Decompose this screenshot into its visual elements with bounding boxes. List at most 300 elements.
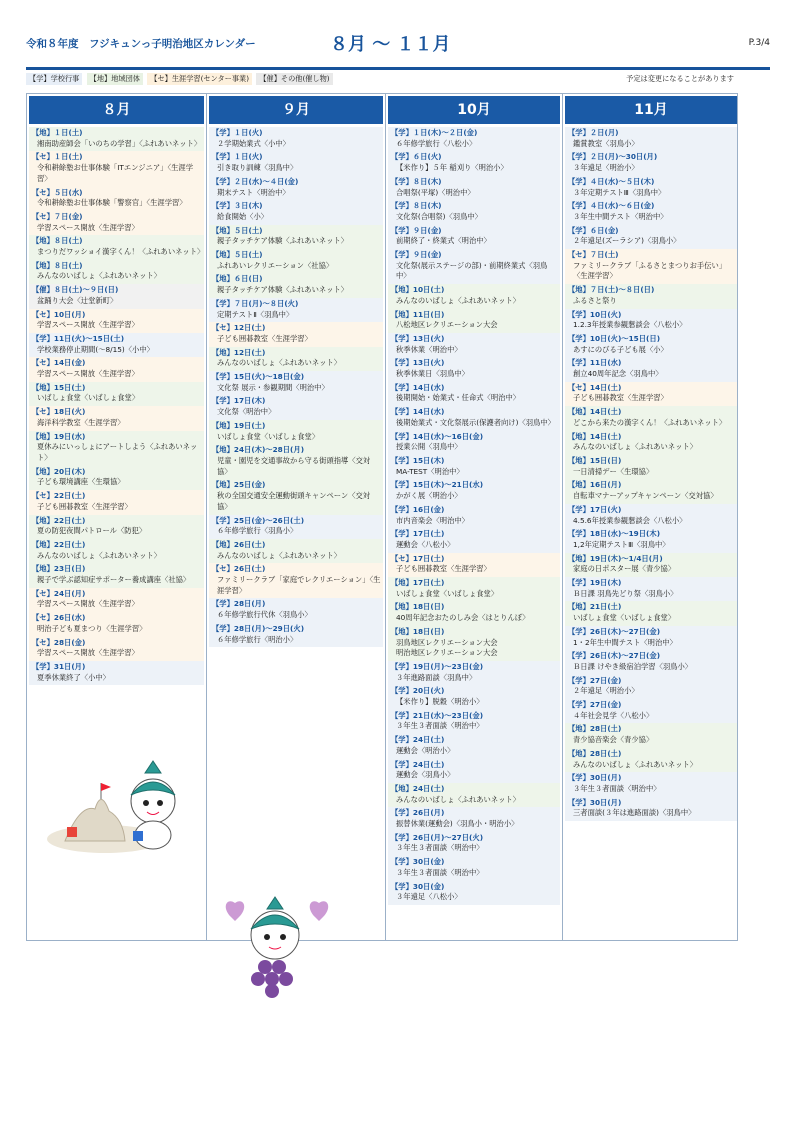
event-date: 【学】27日(金) <box>568 675 622 685</box>
month-header: ９月 <box>209 96 383 124</box>
calendar-event <box>388 710 560 734</box>
calendar-event <box>29 637 204 661</box>
event-description: MA-TEST〈明治中〉 <box>396 466 464 476</box>
event-description: 秋の全国交通安全運動街頭キャンペーン〈交対協〉 <box>217 491 371 511</box>
event-date: 【セ】10日(月) <box>32 309 86 319</box>
event-description: 授業公開〈羽鳥中〉 <box>396 442 462 452</box>
event-date: 【地】10日(土) <box>391 285 445 295</box>
event-date: 【学】１日(木)～２日(金) <box>391 128 478 137</box>
event-description: ６年修学旅行〈明治小〉 <box>217 634 298 644</box>
calendar-event <box>29 466 204 490</box>
event-date: 【学】11日(水) <box>568 358 622 368</box>
calendar-event <box>565 406 737 430</box>
event-description: 後期始業式・文化祭展示(保護者向け)〈羽鳥中〉 <box>396 417 555 427</box>
event-date: 【学】26日(月) <box>391 808 445 818</box>
event-date: 【地】18日(日) <box>391 602 445 612</box>
event-description: 親子タッチケア体験〈ふれあいネット〉 <box>217 236 349 246</box>
event-list <box>209 127 383 647</box>
event-date: 【学】６日(金) <box>568 225 619 235</box>
event-date: 【学】26日(木)～27日(金) <box>568 626 661 636</box>
event-description: 子ども囲碁教室〈生涯学習〉 <box>573 393 668 403</box>
calendar-event <box>565 382 737 406</box>
event-description: 学習スペース開放〈生涯学習〉 <box>37 648 139 658</box>
event-date: 【地】17日(土) <box>391 578 445 588</box>
event-date: 【学】25日(金)～26日(土) <box>212 515 305 525</box>
event-date: 【学】30日(月) <box>568 773 622 783</box>
change-note: 予定は変更になることがあります <box>626 74 734 83</box>
event-description: 【米作り】脱穀〈明治小〉 <box>396 697 484 707</box>
header-rule <box>26 67 770 70</box>
event-description: 盆踊り大会〈辻堂新町〉 <box>37 295 118 305</box>
event-description: みんなのいばしょ〈ふれあいネット〉 <box>573 442 698 452</box>
event-date: 【セ】12日(土) <box>212 323 266 333</box>
event-date: 【学】14日(水) <box>391 407 445 417</box>
event-description: 三者面談(３年は進路面談)〈羽鳥中〉 <box>573 808 696 818</box>
calendar-event <box>565 504 737 528</box>
event-description: 親子で学ぶ認知症サポーター養成講座〈社協〉 <box>37 575 191 585</box>
event-date: 【学】８日(木) <box>391 176 442 186</box>
event-date: 【地】28日(土) <box>568 724 622 734</box>
column-november <box>562 94 739 940</box>
mascot-grapes-illustration <box>217 891 337 1003</box>
calendar-event <box>388 504 560 528</box>
calendar-event <box>388 225 560 249</box>
event-date: 【学】４日(水)～５日(木) <box>568 176 655 186</box>
event-date: 【セ】14日(金) <box>32 358 86 368</box>
event-description: 運動会〈明治小〉 <box>396 745 455 755</box>
event-date: 【学】３日(木) <box>212 201 263 211</box>
event-description: ３年遠足〈八松小〉 <box>396 892 462 902</box>
calendar-event <box>209 598 383 622</box>
calendar-event <box>565 225 737 249</box>
event-date: 【学】20日(火) <box>391 686 445 696</box>
event-description: ６年修学旅行〈八松小〉 <box>396 138 477 148</box>
event-date: 【地】24日(木)～28日(月) <box>212 445 305 455</box>
event-date: 【学】13日(火) <box>391 358 445 368</box>
event-date: 【地】21日(土) <box>568 602 622 612</box>
event-description: ２年遠足(ズーラシア)〈羽鳥小〉 <box>573 236 681 246</box>
calendar-event <box>29 284 204 308</box>
calendar-event <box>388 455 560 479</box>
event-date: 【学】13日(火) <box>391 333 445 343</box>
event-description: 文化祭(合唱祭)〈羽鳥中〉 <box>396 211 482 221</box>
event-date: 【学】19日(木) <box>568 578 622 588</box>
event-description: 合唱祭(平塚)〈明治中〉 <box>396 187 475 197</box>
event-description: 文化祭 展示・参観期間〈明治中〉 <box>217 382 329 392</box>
calendar-event <box>565 284 737 308</box>
event-date: 【地】５日(土) <box>212 250 263 260</box>
month-header: 10月 <box>388 96 560 124</box>
event-description: みんなのいばしょ〈ふれあいネット〉 <box>37 550 162 560</box>
legend-community: 【地】地域団体 <box>87 73 143 85</box>
calendar-event <box>209 322 383 346</box>
event-description: 秋季休業〈明治中〉 <box>396 344 462 354</box>
event-date: 【学】４日(水)～６日(金) <box>568 201 655 211</box>
calendar-event <box>209 623 383 647</box>
calendar-event <box>209 479 383 514</box>
event-description: 学習スペース開放〈生涯学習〉 <box>37 320 139 330</box>
calendar-event <box>565 249 737 284</box>
event-date: 【地】８日(土) <box>32 260 83 270</box>
event-description: 定期テストⅡ〈羽鳥中〉 <box>217 309 294 319</box>
calendar-event <box>29 588 204 612</box>
calendar-event <box>565 309 737 333</box>
event-description: 学習スペース開放〈生涯学習〉 <box>37 222 139 232</box>
month-header: 11月 <box>565 96 737 124</box>
event-date: 【セ】18日(火) <box>32 407 86 417</box>
calendar-event <box>29 539 204 563</box>
legend-other: 【催】その他(催し物) <box>256 73 332 85</box>
event-date: 【学】27日(金) <box>568 700 622 710</box>
calendar-event <box>565 200 737 224</box>
calendar-event <box>209 298 383 322</box>
calendar-event <box>388 881 560 905</box>
event-description: 40周年記念おたのしみ会〈はとりんぼ〉 <box>396 613 530 623</box>
event-date: 【地】８日(土) <box>32 236 83 246</box>
event-date: 【学】15日(木)～21日(水) <box>391 480 484 490</box>
column-september <box>206 94 385 940</box>
event-description: 【米作り】５年 稲刈り〈明治小〉 <box>396 163 508 173</box>
event-date: 【学】７日(月)～８日(火) <box>212 298 299 308</box>
event-date: 【学】９日(金) <box>391 225 442 235</box>
event-date: 【学】１日(火) <box>212 152 263 162</box>
calendar-event <box>209 249 383 273</box>
event-date: 【セ】26日(水) <box>32 613 86 623</box>
event-date: 【セ】１日(土) <box>32 152 83 162</box>
calendar-event <box>209 225 383 249</box>
calendar-event <box>209 563 383 598</box>
calendar-event <box>209 176 383 200</box>
calendar-event <box>565 797 737 821</box>
calendar-event <box>29 661 204 685</box>
event-date: 【セ】７日(金) <box>32 211 83 221</box>
event-date: 【学】24日(土) <box>391 759 445 769</box>
event-description: みんなのいばしょ〈ふれあいネット〉 <box>37 271 162 281</box>
event-description: かがく展〈明治小〉 <box>396 491 462 501</box>
event-description: ４年社会見学〈八松小〉 <box>573 710 654 720</box>
event-description: 児童・園児を交通事故から守る街頭指導〈交対協〉 <box>217 455 371 476</box>
event-date: 【学】15日(火)～18日(金) <box>212 372 305 382</box>
calendar-event <box>565 601 737 625</box>
calendar-event <box>388 601 560 625</box>
event-date: 【学】26日(月)～27日(火) <box>391 832 484 842</box>
event-description: ３年進路面談〈羽鳥中〉 <box>396 672 477 682</box>
event-date: 【セ】26日(土) <box>212 564 266 574</box>
event-description: 青少協音楽会〈青少協〉 <box>573 735 654 745</box>
calendar-event <box>388 176 560 200</box>
event-description: みんなのいばしょ〈ふれあいネット〉 <box>217 550 342 560</box>
calendar-event <box>29 612 204 636</box>
event-description: ６年修学旅行代休〈羽鳥小〉 <box>217 610 312 620</box>
event-description: 自転車マナーアップキャンペーン〈交対協〉 <box>573 491 718 501</box>
event-date: 【学】18日(水)～19日(木) <box>568 529 661 539</box>
event-description: 子ども囲碁教室〈生涯学習〉 <box>37 501 132 511</box>
event-date: 【地】15日(日) <box>568 455 622 465</box>
calendar-event <box>209 444 383 479</box>
event-description: 海洋科学教室〈生涯学習〉 <box>37 417 125 427</box>
event-date: 【学】２日(水)～４日(金) <box>212 176 299 186</box>
event-description: ３年生３者面談〈明治中〉 <box>573 783 661 793</box>
event-description: 一日清掃デー〈生環協〉 <box>573 466 654 476</box>
month-header: ８月 <box>29 96 204 124</box>
event-date: 【セ】22日(土) <box>32 491 86 501</box>
event-description: みんなのいばしょ〈ふれあいネット〉 <box>396 295 521 305</box>
event-date: 【学】16日(金) <box>391 504 445 514</box>
event-description: 創立40周年記念〈羽鳥中〉 <box>573 369 663 379</box>
event-date: 【学】10日(火) <box>568 309 622 319</box>
event-date: 【地】24日(土) <box>391 783 445 793</box>
event-description: ３年遠足〈明治小〉 <box>573 163 639 173</box>
calendar-event <box>209 347 383 371</box>
event-date: 【催】８日(土)～９日(日) <box>32 285 119 295</box>
calendar-event <box>388 382 560 406</box>
event-date: 【セ】24日(月) <box>32 588 86 598</box>
calendar-event <box>29 382 204 406</box>
event-list <box>565 127 737 821</box>
calendar-event <box>565 650 737 674</box>
event-date: 【地】５日(土) <box>212 225 263 235</box>
calendar-event <box>565 127 737 151</box>
event-description: 湘南助産師会「いのちの学習」〈ふれあいネット〉 <box>37 138 202 148</box>
event-description: 期末テスト〈明治中〉 <box>217 187 290 197</box>
calendar-event <box>29 431 204 466</box>
event-date: 【学】17日(木) <box>212 396 266 406</box>
calendar-event <box>29 187 204 211</box>
event-description: 文化祭〈明治中〉 <box>217 407 276 417</box>
event-description: 子ども囲碁教室〈生涯学習〉 <box>217 333 312 343</box>
event-description: ２学期始業式〈小中〉 <box>217 138 290 148</box>
legend-school: 【学】学校行事 <box>26 73 82 85</box>
event-date: 【地】16日(月) <box>568 480 622 490</box>
event-date: 【地】22日(土) <box>32 539 86 549</box>
event-list <box>388 127 560 905</box>
event-description: 夏季休業終了〈小中〉 <box>37 672 110 682</box>
event-date: 【学】30日(月) <box>568 797 622 807</box>
event-date: 【地】19日(水) <box>32 431 86 441</box>
calendar-event <box>29 357 204 381</box>
event-date: 【学】17日(土) <box>391 529 445 539</box>
event-date: 【学】14日(水) <box>391 382 445 392</box>
event-description: ２年遠足〈明治小〉 <box>573 686 639 696</box>
column-october <box>385 94 562 940</box>
event-description: ファミリークラブ「ふるさとまつりお手伝い」〈生涯学習〉 <box>573 260 727 281</box>
calendar-event <box>388 200 560 224</box>
event-description: 家庭の日ポスター展〈青少協〉 <box>573 564 676 574</box>
event-description: 親子タッチケア体験〈ふれあいネット〉 <box>217 285 349 295</box>
calendar-event <box>565 699 737 723</box>
event-description: 令和耕餘塾お仕事体験「ITエンジニア」〈生涯学習〉 <box>37 163 194 183</box>
event-date: 【学】28日(月) <box>212 599 266 609</box>
event-description: 学校業務停止期間(～8/15)〈小中〉 <box>37 344 154 354</box>
calendar-event <box>388 309 560 333</box>
calendar-event <box>565 357 737 381</box>
mascot-sandcastle-illustration <box>45 749 185 859</box>
event-description: 1.2.3年授業参観懇談会〈八松小〉 <box>573 320 687 330</box>
calendar-event <box>565 748 737 772</box>
event-date: 【地】15日(土) <box>32 382 86 392</box>
event-date: 【学】28日(月)～29日(火) <box>212 623 305 633</box>
calendar-event <box>29 127 204 151</box>
event-description: みんなのいばしょ〈ふれあいネット〉 <box>396 794 521 804</box>
calendar-event <box>388 856 560 880</box>
calendar-event <box>388 807 560 831</box>
calendar-event <box>565 431 737 455</box>
event-date: 【地】７日(土)～８日(日) <box>568 285 655 295</box>
event-description: ふれあいレクリエーション〈社協〉 <box>217 260 334 270</box>
calendar-event <box>565 577 737 601</box>
calendar-event <box>388 357 560 381</box>
calendar-event <box>565 553 737 577</box>
page-number: P.3/4 <box>748 38 770 48</box>
calendar-event <box>388 333 560 357</box>
event-date: 【セ】17日(土) <box>391 553 445 563</box>
event-date: 【地】28日(土) <box>568 748 622 758</box>
event-date: 【学】15日(木) <box>391 455 445 465</box>
event-date: 【地】19日(木)～1/4日(月) <box>568 553 663 563</box>
calendar-event <box>209 151 383 175</box>
event-date: 【地】19日(土) <box>212 420 266 430</box>
event-description: ３年生３者面談〈明治中〉 <box>396 867 484 877</box>
calendar-event <box>388 479 560 503</box>
calendar-event <box>388 284 560 308</box>
event-description: 文化祭(展示ステージの部)・前期終業式〈羽鳥中〉 <box>396 260 548 281</box>
event-description: 鑑賞教室〈羽鳥小〉 <box>573 138 639 148</box>
event-description: 4.5.6年授業参観懇談会〈八松小〉 <box>573 515 687 525</box>
calendar-event <box>565 675 737 699</box>
calendar-event <box>388 528 560 552</box>
event-description: 明治子ども夏まつり〈生涯学習〉 <box>37 623 147 633</box>
calendar-event <box>29 515 204 539</box>
calendar-table <box>26 93 738 941</box>
calendar-event <box>209 371 383 395</box>
event-description: Ｂ日課 羽鳥先どり祭〈羽鳥小〉 <box>573 588 678 598</box>
event-description: 後期開始・始業式・任命式〈明治中〉 <box>396 393 521 403</box>
page-title: 令和８年度 フジキュンっ子明治地区カレンダー <box>26 38 256 50</box>
event-description: 給食開始〈小〉 <box>217 211 269 221</box>
calendar-event <box>388 249 560 284</box>
event-date: 【地】１日(土) <box>32 128 83 137</box>
calendar-event <box>388 577 560 601</box>
calendar-event <box>388 406 560 430</box>
event-description: いばしょ食堂〈いばしょ食堂〉 <box>396 588 499 598</box>
calendar-event <box>29 235 204 259</box>
event-date: 【学】２日(月) <box>568 128 619 137</box>
event-date: 【地】14日(土) <box>568 431 622 441</box>
event-description: 夏休みにいっしょにアートしよう〈ふれあいネット〉 <box>37 442 198 462</box>
calendar-event <box>388 734 560 758</box>
page-header <box>26 30 770 60</box>
calendar-event <box>209 127 383 151</box>
event-description: ３年生３者面談〈明治中〉 <box>396 721 484 731</box>
event-date: 【地】23日(日) <box>32 564 86 574</box>
calendar-event <box>29 260 204 284</box>
event-date: 【地】11日(日) <box>391 309 445 319</box>
calendar-event <box>209 539 383 563</box>
calendar-event <box>388 783 560 807</box>
event-description: 秋季休業日〈羽鳥中〉 <box>396 369 469 379</box>
event-date: 【地】18日(日) <box>391 626 445 636</box>
event-description: 1,2年定期テストⅢ〈羽鳥中〉 <box>573 539 670 549</box>
event-date: 【学】14日(水)～16日(金) <box>391 431 484 441</box>
calendar-event <box>29 333 204 357</box>
event-description: みんなのいばしょ〈ふれあいネット〉 <box>573 759 698 769</box>
event-date: 【学】10日(火)～15日(日) <box>568 333 661 343</box>
event-description: ３年生３者面談〈明治中〉 <box>396 843 484 853</box>
calendar-event <box>209 420 383 444</box>
event-description: 子ども囲碁教室〈生涯学習〉 <box>396 564 491 574</box>
legend <box>26 73 770 87</box>
event-date: 【セ】７日(土) <box>568 250 619 260</box>
legend-lifelong: 【セ】生涯学習(センター事業) <box>147 73 252 85</box>
calendar-event <box>565 772 737 796</box>
event-description: みんなのいばしょ〈ふれあいネット〉 <box>217 358 342 368</box>
event-date: 【地】14日(土) <box>568 407 622 417</box>
event-date: 【地】22日(土) <box>32 515 86 525</box>
calendar-event <box>209 273 383 297</box>
event-date: 【地】12日(土) <box>212 347 266 357</box>
calendar-event <box>388 127 560 151</box>
calendar-event <box>388 759 560 783</box>
event-date: 【学】26日(木)～27日(金) <box>568 651 661 661</box>
event-date: 【学】30日(金) <box>391 881 445 891</box>
calendar-event <box>29 406 204 430</box>
calendar-event <box>565 528 737 552</box>
event-description: 引き取り訓練〈羽鳥中〉 <box>217 163 298 173</box>
calendar-event <box>565 176 737 200</box>
event-description: いばしょ食堂〈いばしょ食堂〉 <box>217 431 320 441</box>
event-date: 【学】９日(金) <box>391 250 442 260</box>
event-date: 【地】６日(日) <box>212 274 263 284</box>
event-date: 【学】６日(火) <box>391 152 442 162</box>
calendar-event <box>388 685 560 709</box>
event-date: 【学】２日(月)～30日(月) <box>568 152 658 162</box>
event-description: あすにのびる子ども展〈小〉 <box>573 344 668 354</box>
event-date: 【学】１日(火) <box>212 128 263 137</box>
event-description: ３年生中間テスト〈明治中〉 <box>573 211 668 221</box>
event-date: 【学】11日(火)～15日(土) <box>32 333 125 343</box>
calendar-event <box>209 395 383 419</box>
event-date: 【学】30日(金) <box>391 857 445 867</box>
event-list <box>29 127 204 685</box>
month-range: ８月 〜 １１月 <box>330 34 451 55</box>
calendar-event <box>29 563 204 587</box>
event-description: 1・2年生中間テスト〈明治中〉 <box>573 637 677 647</box>
calendar-event <box>388 626 560 661</box>
event-date: 【学】31日(月) <box>32 661 86 671</box>
calendar-event <box>565 723 737 747</box>
calendar-event <box>565 455 737 479</box>
event-date: 【学】17日(火) <box>568 504 622 514</box>
event-description: 令和耕餘塾お仕事体験「警察官」〈生涯学習〉 <box>37 198 187 208</box>
calendar-event <box>209 200 383 224</box>
event-date: 【セ】28日(金) <box>32 637 86 647</box>
event-description: 学習スペース開放〈生涯学習〉 <box>37 599 139 609</box>
calendar-event <box>388 553 560 577</box>
calendar-event <box>565 333 737 357</box>
event-description: 学習スペース開放〈生涯学習〉 <box>37 369 139 379</box>
event-description: 市内音楽会〈明治中〉 <box>396 515 469 525</box>
event-date: 【セ】５日(水) <box>32 187 83 197</box>
event-date: 【地】25日(金) <box>212 480 266 490</box>
event-description: 振替休業(運動会)〈羽鳥小・明治小〉 <box>396 819 519 829</box>
event-date: 【地】26日(土) <box>212 539 266 549</box>
event-date: 【学】８日(木) <box>391 201 442 211</box>
calendar-event <box>388 832 560 856</box>
event-description: 子ども環境講座〈生環協〉 <box>37 477 125 487</box>
calendar-event <box>29 151 204 186</box>
event-date: 【学】19日(月)～23日(金) <box>391 661 484 671</box>
event-description: ふるさと祭り <box>573 295 617 305</box>
